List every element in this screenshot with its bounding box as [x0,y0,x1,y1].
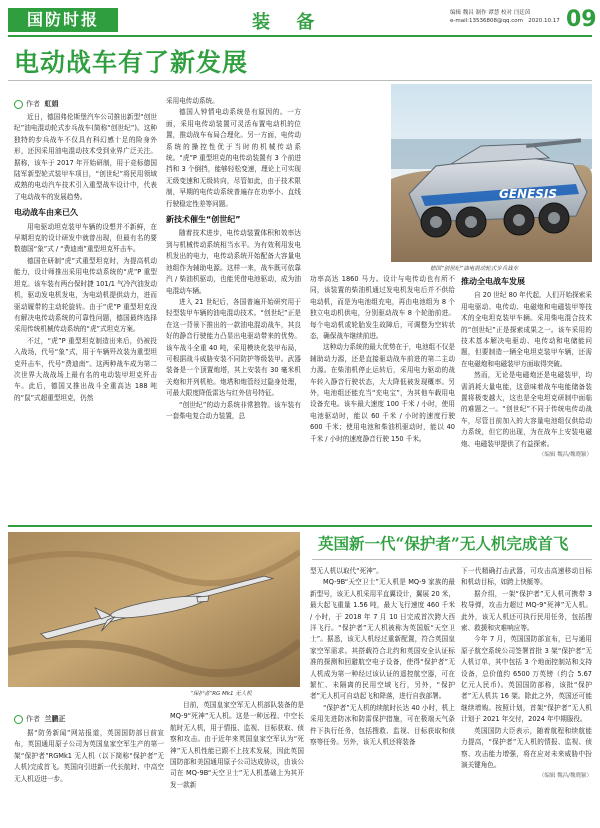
vehicle-photo [391,84,592,262]
article2-credit: （编辑 魏昌/魏晓颖） [538,773,592,780]
headline-divider [8,80,592,81]
paragraph: 功率高达 1860 马力。设计与电传动也有所不同，该装置的柴油机通过发电机发电后并不供给电动机，而是为电池组充电，再由电池组为 8 个独立电动机供电，分别驱动战车 8 个轮胎前进。每个电动机或轮胎发生故障后，可调整为空转状态，确保战车继续前进。 [310,275,455,341]
paragraph: 据“防务新闻”网站报道，英国国防部日前宣布，英国通用原子公司为英国皇家空军生产的第一架“保护者”RGMk1 无人机（以下简称“保护者”无人机)完成首飞。英国向引进新一代长航时、中高空无人机迈进一步。 [14,729,164,783]
vehicle-logo-text: GENESIS [499,187,558,201]
article1-byline: 作者 虹娟 [14,99,58,109]
paragraph: 型无人机以取代“死神”。 [310,567,383,575]
section-title: 装 备 [252,12,325,33]
paragraph: 不过，“虎”P 重型坦克制造出来后，仍被投入战场，代号“象”式，用于车辆歼改装为重型坦克歼击车，代号“费迪南”。这两种战车成为第二次世界大战战场上最有名的电动装甲坦克歼击车。此后，德国又推出战斗全重高达 188 吨的“鼠”式超重型坦克，仍然 [14,336,157,402]
issue-date: 2020.10.17 [528,18,560,24]
page-number: 09 [566,7,597,32]
paragraph: 据介绍，一架“保护者”无人机可携带 3 枚导弹，攻击力超过 MQ-9“死神”无人机。此外，该无人机还可执行民用任务，包括搜索、救援和灾难响应等。 [461,589,592,633]
article2-column-4 [461,566,592,783]
armored-vehicle-illustration [391,84,592,262]
paragraph: 随着技术进步，电传动装置体积和效率达到与机械传动系统相当水平。为有效利用发电机发出的电力，电传动系统开始配备大容量电池组作为辅助电源。这样一来，战车既可依靠汽 / 柴油机驱动，也能凭借电池驱动，成为油电混动车辆。 [166,229,301,295]
paragraph: 下一代精确打击武器，可攻击高速移动目标和机动目标，如跨上快艇等。 [461,567,592,587]
paragraph: 然而，无论是电磁炮还是电磁装甲，均需消耗大量电能，这意味着战车电能储备装置将极变越大，这也是全电坦克研制中面临的难题之一。“创世纪”不同于传统电传动战车，尽管目前加入的大容量电池组仅供给动力系统，但它的出现，为在战车上安装电磁炮、电磁装甲提供了有益探索。 [461,371,592,448]
header-divider [8,35,592,37]
article1-subheading-1: 电动战车由来已久 [14,208,78,218]
paragraph: “创世纪”的动力系统非常独特。该车装有一套柴电复合动力装置，总 [166,400,301,420]
article2-byline: 作者 兰鹏正 [14,714,65,724]
headline-divider [312,559,592,560]
drone-photo [8,532,300,687]
paragraph: 进入 21 世纪后，各国普遍开始研究用于轻型装甲车辆的油电混动技术。“创世纪”正是在这一背景下推出的一款油电混动战车，其良好的静音行驶能力凸显出电驱动带来的优势。该车战斗全重 40 吨，采用模块化装甲布局，可根据战斗威胁安装不同防护等级装甲。武器装备是一个顶置炮塔，其上安装有 30 毫米机关炮和并列机枪。炮塔和炮管经过隐身处理，可最大限度降低雷达与红外信号特征。 [166,297,301,398]
paragraph: 用电驱动坦克装甲车辆的设想并不新鲜，在早期坦克的设计研发中就曾出现，但最有名的要数德国“象”式 / “费迪南”重型坦克歼击车。 [14,222,157,254]
paragraph: 采用电传动系统。 [166,97,219,105]
paragraph: 今年 7 月，英国国防部宣布，已与通用原子航空系统公司签署首批 3 架“保护者”无人机订单，其中包括 3 个地面控制站和支持设备，总价值约 6500 万英镑（约合 5.67 亿元人民币)。英国国防部称，该批“保护者”无人机共 16 架。除此之外，英国还可能继续增购。按照计划，首架“保护者”无人机计划于 2021 年交付，2024 年中期服役。 [461,635,592,724]
byline-bullet-icon [14,715,23,724]
section-divider [8,525,592,527]
paragraph: 目前，英国皇家空军无人机部队装备的是 MQ-9“死神”无人机。这是一种远程、中空长航时无人机，用于情报、监视、目标获取、侦察和攻击。由于近年来英国皇家空军认为“死神”无人机性能已跟不上技术发展，因此英国国防部和美国通用原子公司达成协议，由该公司在 MQ-9B“天空卫士”无人机基础上为其开发一款新 [170,701,304,789]
article2-headline: 英国新一代“保护者”无人机完成首飞 [318,534,569,553]
editor-line: 编辑 魏昌 制作 谭慧 校对 闫廷茵 [450,10,531,16]
paragraph: 德国在研制“虎”式重型坦克时，为提高机动能力，设计师推出采用电传动系统的“虎”P 重型坦克。该车装有两台保时捷 101/1 气冷汽油发动机，驱动发电机发电，为电动机提供动力，进而驱动履带的主动轮旋转。由于“虎”P 重型坦克没有解决电传动系统的可靠性问题，德国最终选择采用传统机械传动系统的“虎”式坦克方案。 [14,256,157,334]
email-line: e-mail:13536808@qq.com 2020.10.17 [450,18,560,24]
header-info [450,9,560,25]
article1-column-1 [14,112,157,404]
paragraph: 英国国防大臣表示，随着航程和续航能力提高，“保护者”无人机的情报、监视、侦察、攻击能力增强，将在应对未来威胁中扮演关键角色。 [461,726,592,769]
article1-column-3 [310,274,455,445]
paragraph: MQ-9B“天空卫士”无人机是 MQ-9 家族的最新型号，该无人机采用平直翼设计，翼展 20 米，最大起飞重量 1.56 吨，最大飞行速度 460 千米 / 小时，于 2018 年 7 月 10 日完成首次跨大西洋飞行。“保护者”无人机被称为英国版“天空卫士”。据悉，该无人机经过重新配置，符合英国皇家空军需求。其搭载符合北约和英国安全认证标准的探测和回避航空电子设备，使得“保护者”无人机成为第一种经过该认证的遥控航空器，可在繁忙、未隔离的民用空域飞行，另外，“保护者”无人机可自动起飞和降落，进行自我部署。 [310,578,455,701]
paragraph: 德国人钟情电动系统是有原因的。一方面，采用电传动装置可灵活布置电动机的位置，推动战车布局合理化。另一方面，电传动系统的操控性优于当时的机械传动系统。“虎”P 重型坦克的电传动装置有 3 个前进挡和 3 个倒挡，能够轻松变速，理论上可实现无级变速和无级转向，尽管如此，由于技术限制，早期的电传动系统普遍存在功率小、直线行驶稳定性差等问题。 [166,108,301,208]
article1-subheading-2: 新技术催生“创世纪” [166,215,241,225]
drone-illustration [8,532,300,687]
drone-photo-caption: “保护者”RG Mk1 无人机 [190,691,252,697]
masthead: 国防时报 [8,8,118,32]
paragraph: 自 20 世纪 80 年代起，人们开始探索采用电驱动、电传动、电磁炮和电磁装甲等技术的全电坦克装甲车辆。采用柴电混合技术的“创世纪”正是探索成果之一。该车采用的技术基本解决电驱动、电传动和电储能问题，但要制造一辆全电坦克装甲车辆，还需在电磁炮和电磁装甲方面取得突破。 [461,291,592,368]
article1-headline: 电动战车有了新发展 [14,48,249,77]
paragraph: 这种动力系统的最大优势在于，电池组不仅是辅助动力源，还是直接驱动战车前进的第二主动力源。在柴油机停止运转后，采用电力驱动的战车转入静音行驶状态，大大降低被发现概率。另外，电池组还能充当“充电宝”，为其他车载用电设备充电。该车最大速度 100 千米 / 小时，使用电池驱动时，能以 60 千米 / 小时的速度行驶 600 千米；使用电池和柴油机驱动时，能以 40 千米 / 小时的速度静音行驶 150 千米。 [310,343,455,443]
article1-column-2 [166,96,301,422]
article1-subheading-3: 推动全电战车发展 [461,277,525,286]
vehicle-photo-caption: 德国“创世纪”油电混动轮式步兵战车 [430,266,519,272]
paragraph: “保护者”无人机的续航时长达 40 小时，机上采用先进防冰和防雷保护措施，可在极端天气条件下执行任务，包括搜救、监视、目标获取和侦察等任务。另外，该无人机还将装备 [310,703,455,747]
article2-column-2 [170,700,304,791]
article1-credit: （编辑 魏昌/魏晓颖） [538,452,592,459]
byline-bullet-icon [14,100,23,109]
paragraph: 近日，德国弗伦斯堡汽车公司推出新型“创世纪”油电混动轮式步兵战车(简称“创世纪”)。这种独特的步兵战车不仅具有科幻感十足的险身外形，还因采用油电混动技术受到业界广泛关注。据称，该车于 2017 年开始研制，用于竞标德国陆军新型轮式装甲车项目，“创世纪”将民用领域成熟的电动汽车技术引入重型战车设计中，代表了电动战车的发展趋势。 [14,113,157,201]
article1-column-4 [461,274,592,462]
article2-column-3 [310,566,455,749]
article2-column-1 [14,728,164,785]
